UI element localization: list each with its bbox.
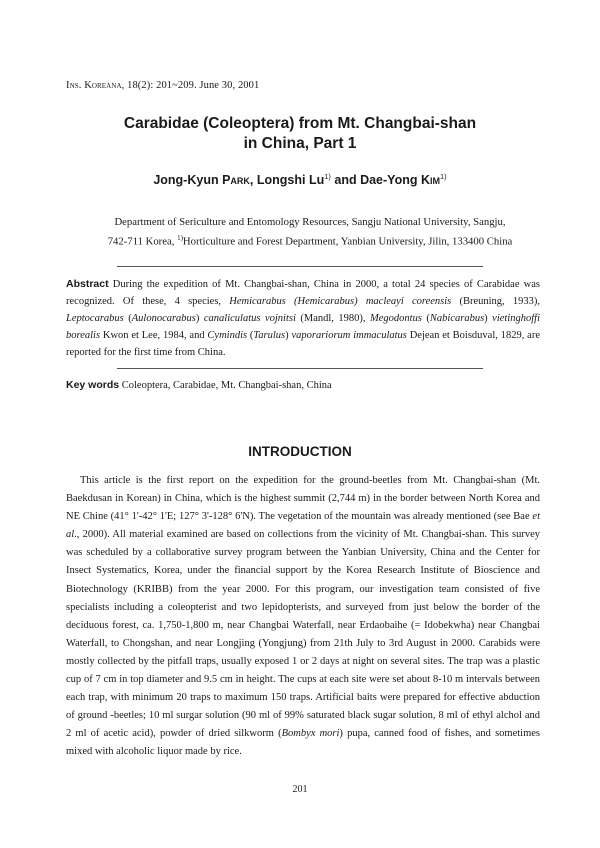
affiliation-line-2 bbox=[70, 230, 550, 250]
affiliation-line-1: Department of Sericulture and Entomology Resources, Sangju National University, Sangju, bbox=[114, 216, 506, 228]
species-name: Hemicarabus (Hemicarabus) macleayi coreensis bbox=[229, 296, 452, 307]
abstract-text: During the expedition of Mt. Changbai-shan, China in 2000, a total 24 species of Carabidae was recognized. Of these, 4 species, bbox=[66, 279, 540, 307]
author-1-last: Park bbox=[222, 173, 250, 188]
species-name: vaporariorum immaculatus bbox=[291, 330, 407, 341]
author-3-first: Dae-Yong bbox=[360, 173, 421, 188]
body-text: ., 2000). All material examined are based on collections from the vicinity of Mt. Changbai-shan. This survey was scheduled by a collaborative survey program between the Yanbian University, China and the Center for Insect Systematics, Korea, under the financial support by the Korea Research Institute of Bioscience and Biotechnology (KRIBB) from the year 2000. For this program, our investigation team consisted of five specialists including a coleopterist and two lepidopterists, and surveyed from just below the border of the deciduous forest, ca. 1,750-1,800 m, near Changbai Waterfall, near Erdaobaihe (= Idobekwha) near Changbai Waterfall, to Chongshan, and near Longjing (Yongjung) from 21th July to 3rd August in 2000. Carabids were mostly collected by the pitfall traps, usually exposed 1 or 2 days at night on several sites. The trap was a plastic cup of 7 cm in top diameter and 9.5 cm in height. The cups at each site were set about 8-10 m intervals between each trap, with minimum 20 traps to maximum 150 traps. Artificial baits were prepared for effective abduction of ground -beetles; 10 ml surgar solution (90 ml of 99% saturated black sugar solution, 8 ml of ethyl alchol and 2 ml of acetic acid), powder of dried silkworm ( bbox=[66, 529, 540, 740]
species-name: Cymindis bbox=[207, 330, 248, 341]
author-list bbox=[0, 172, 600, 187]
species-name: canaliculatus vojnitsi bbox=[203, 313, 296, 324]
body-text: ) pupa, canned food of fishes, and sometimes mixed with alcoholic liquor made by rice. bbox=[66, 728, 540, 758]
abstract-text: ) bbox=[195, 313, 204, 324]
author-and: and bbox=[330, 173, 361, 188]
abstract-text: ( bbox=[421, 313, 430, 324]
species-name: Aulonocarabus bbox=[131, 313, 196, 324]
abstract-text: (Breuning, 1933), bbox=[451, 296, 541, 307]
abstract-text: ) bbox=[285, 330, 292, 341]
author-2-affil-mark: 1) bbox=[324, 172, 331, 181]
journal-issue: , 18(2): 201~209. June 30, 2001 bbox=[121, 80, 260, 91]
introduction-paragraph bbox=[66, 472, 540, 762]
abstract-text: ) bbox=[484, 313, 493, 324]
species-name: Tarulus bbox=[253, 330, 286, 341]
page-number: 201 bbox=[292, 784, 308, 795]
affiliation-mark: 1) bbox=[177, 234, 183, 242]
keywords-text: Coleoptera, Carabidae, Mt. Changbai-shan, China bbox=[119, 380, 332, 391]
abstract-text: ( bbox=[123, 313, 132, 324]
species-name: Megodontus bbox=[370, 313, 422, 324]
abstract-label: Abstract bbox=[66, 278, 109, 290]
abstract-bottom-rule bbox=[117, 368, 483, 369]
journal-name: Ins. Koreana bbox=[66, 80, 122, 91]
body-italic: et al bbox=[66, 511, 540, 541]
journal-citation bbox=[66, 80, 259, 91]
species-name: Leptocarabus bbox=[66, 313, 124, 324]
author-1-first: Jong-Kyun bbox=[153, 173, 223, 188]
body-italic: Bombyx mori bbox=[281, 728, 340, 740]
affiliations bbox=[70, 214, 550, 250]
body-text: This article is the first report on the expedition for the ground-beetles from Mt. Changbai-shan (Mt. Baekdusan in Korean) in China, which is the highest summit (2,744 m) in the border between North Korea and NE Chine (41° 1'-42° 1'E; 127° 3'-128° 6'N). The vegetation of the mountain was already mentioned (see Bae bbox=[66, 475, 540, 523]
title-line-1: Carabidae (Coleoptera) from Mt. Changbai-shan bbox=[123, 115, 477, 132]
section-heading-introduction: INTRODUCTION bbox=[248, 444, 352, 459]
abstract-text: (Mandl, 1980), bbox=[295, 313, 370, 324]
species-name: Nabicarabus bbox=[429, 313, 485, 324]
author-3-last: Kim bbox=[420, 173, 440, 188]
abstract-text: Kwon et Lee, 1984, and bbox=[100, 330, 208, 341]
abstract-text: ( bbox=[247, 330, 254, 341]
title-line-2: in China, Part 1 bbox=[243, 135, 357, 152]
keywords bbox=[66, 377, 540, 394]
abstract bbox=[66, 276, 540, 361]
affiliation-part-a: 742-711 Korea, bbox=[107, 235, 178, 248]
author-2: , Longshi Lu bbox=[249, 173, 325, 188]
abstract-top-rule bbox=[117, 266, 483, 267]
keywords-label: Key words bbox=[66, 379, 120, 391]
affiliation-part-b: Horticulture and Forest Department, Yanbian University, Jilin, 133400 China bbox=[182, 235, 513, 248]
abstract-text: Dejean et Boisduval, 1829, are reported for the first time from China. bbox=[66, 330, 540, 358]
paper-title bbox=[0, 114, 600, 154]
author-3-affil-mark: 1) bbox=[439, 172, 447, 181]
species-name: vietinghoffi borealis bbox=[66, 313, 540, 341]
